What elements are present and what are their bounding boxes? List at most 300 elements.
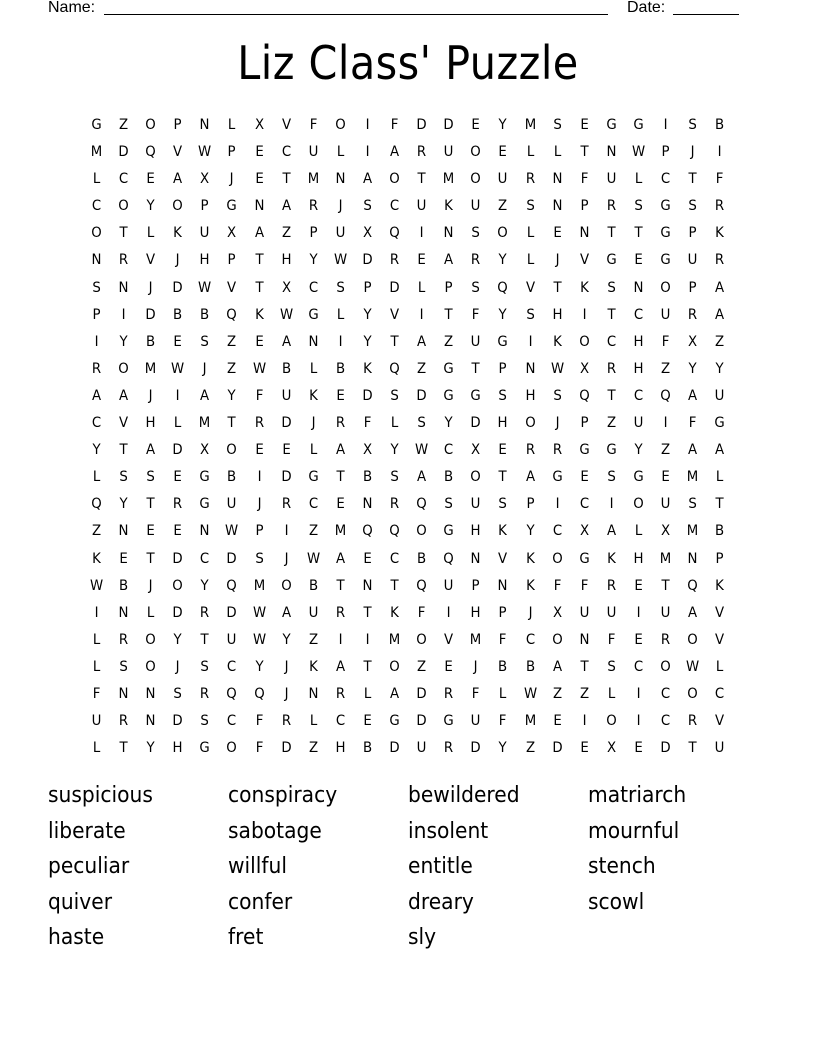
grid-cell[interactable]: A	[200, 387, 210, 404]
grid-cell[interactable]: Z	[552, 685, 562, 702]
grid-cell[interactable]: I	[609, 496, 614, 513]
grid-cell[interactable]: D	[281, 415, 292, 432]
grid-cell[interactable]: S	[390, 469, 399, 486]
grid-cell[interactable]: Y	[363, 306, 372, 323]
grid-cell[interactable]: W	[415, 442, 429, 459]
grid-cell[interactable]: C	[633, 306, 644, 323]
grid-cell[interactable]: R	[606, 198, 616, 215]
grid-cell[interactable]: E	[254, 171, 264, 188]
grid-cell[interactable]: T	[607, 225, 616, 242]
grid-cell[interactable]: T	[119, 442, 128, 459]
grid-cell[interactable]: S	[336, 279, 345, 296]
grid-cell[interactable]: N	[362, 577, 373, 594]
grid-cell[interactable]: D	[226, 604, 238, 621]
grid-cell[interactable]: A	[362, 171, 373, 188]
grid-cell[interactable]: B	[335, 360, 345, 377]
grid-cell[interactable]: F	[499, 713, 507, 730]
grid-cell[interactable]: J	[528, 604, 533, 621]
grid-cell[interactable]: E	[336, 496, 345, 513]
grid-cell[interactable]: B	[119, 577, 129, 594]
grid-cell[interactable]: R	[444, 685, 454, 702]
grid-cell[interactable]: C	[91, 198, 102, 215]
grid-cell[interactable]: O	[633, 496, 644, 513]
grid-cell[interactable]: P	[309, 225, 318, 242]
grid-cell[interactable]: E	[580, 117, 589, 133]
grid-cell[interactable]: E	[634, 740, 643, 757]
grid-cell[interactable]: P	[498, 604, 507, 621]
grid-cell[interactable]: O	[524, 415, 536, 432]
grid-cell[interactable]: P	[580, 415, 589, 432]
grid-cell[interactable]: P	[498, 360, 507, 377]
grid-cell[interactable]: S	[444, 496, 453, 513]
grid-cell[interactable]: Z	[417, 360, 427, 377]
grid-cell[interactable]: F	[390, 117, 399, 133]
grid-cell[interactable]: G	[633, 469, 644, 486]
grid-cell[interactable]: Y	[173, 631, 182, 648]
grid-cell[interactable]: R	[660, 631, 671, 648]
grid-cell[interactable]: I	[636, 685, 641, 702]
grid-cell[interactable]: A	[688, 387, 698, 404]
grid-cell[interactable]: M	[686, 523, 699, 540]
grid-cell[interactable]: I	[446, 604, 451, 621]
grid-cell[interactable]: K	[254, 306, 264, 323]
grid-cell[interactable]: R	[335, 685, 346, 702]
grid-cell[interactable]: N	[606, 144, 617, 161]
grid-cell[interactable]: O	[416, 631, 427, 648]
grid-cell[interactable]: R	[389, 252, 400, 269]
grid-cell[interactable]: S	[607, 279, 616, 296]
grid-cell[interactable]: R	[552, 442, 562, 459]
grid-cell[interactable]: L	[336, 306, 345, 323]
grid-cell[interactable]: P	[255, 523, 264, 540]
grid-cell[interactable]: A	[119, 387, 129, 404]
grid-cell[interactable]: J	[473, 658, 478, 675]
grid-cell[interactable]: O	[578, 333, 590, 350]
grid-cell[interactable]: J	[148, 387, 153, 404]
grid-cell[interactable]: A	[688, 604, 698, 621]
grid-cell[interactable]: W	[198, 279, 212, 296]
grid-cell[interactable]: Q	[389, 225, 400, 242]
grid-cell[interactable]: K	[363, 360, 372, 377]
grid-cell[interactable]: R	[200, 685, 210, 702]
grid-cell[interactable]: K	[390, 604, 399, 621]
grid-cell[interactable]: W	[198, 144, 212, 161]
grid-cell[interactable]: D	[443, 117, 454, 133]
grid-cell[interactable]: W	[550, 360, 564, 377]
grid-cell[interactable]: R	[444, 740, 454, 757]
grid-cell[interactable]: G	[497, 333, 509, 350]
grid-cell[interactable]: H	[470, 604, 481, 621]
grid-cell[interactable]: N	[145, 713, 156, 730]
grid-cell[interactable]: L	[92, 631, 101, 648]
grid-cell[interactable]: E	[281, 442, 291, 459]
grid-cell[interactable]: O	[551, 550, 563, 567]
grid-cell[interactable]: N	[362, 496, 373, 513]
grid-cell[interactable]: O	[118, 360, 129, 377]
grid-cell[interactable]: T	[227, 415, 237, 432]
grid-cell[interactable]: L	[92, 171, 101, 188]
grid-cell[interactable]: D	[362, 387, 373, 404]
grid-cell[interactable]: T	[282, 171, 291, 188]
grid-cell[interactable]: B	[444, 469, 454, 486]
grid-cell[interactable]: I	[636, 713, 641, 730]
grid-cell[interactable]: X	[200, 171, 210, 188]
grid-cell[interactable]: F	[661, 333, 670, 350]
grid-cell[interactable]: W	[686, 658, 700, 675]
grid-cell[interactable]: L	[634, 171, 643, 188]
grid-cell[interactable]: F	[580, 577, 589, 594]
grid-cell[interactable]: C	[660, 171, 671, 188]
grid-cell[interactable]: T	[336, 577, 345, 594]
grid-cell[interactable]: R	[335, 415, 346, 432]
grid-cell[interactable]: H	[145, 415, 156, 432]
grid-cell[interactable]: D	[362, 252, 373, 269]
grid-cell[interactable]: A	[335, 550, 345, 567]
grid-cell[interactable]: O	[687, 685, 698, 702]
grid-cell[interactable]: N	[118, 685, 129, 702]
grid-cell[interactable]: U	[200, 225, 210, 242]
grid-cell[interactable]: M	[199, 415, 211, 432]
grid-cell[interactable]: D	[660, 740, 671, 757]
grid-cell[interactable]: U	[91, 713, 102, 730]
grid-cell[interactable]: F	[715, 171, 724, 188]
grid-cell[interactable]: G	[226, 198, 238, 215]
grid-cell[interactable]: K	[173, 225, 183, 242]
grid-cell[interactable]: M	[144, 360, 157, 377]
grid-cell[interactable]: Q	[389, 523, 400, 540]
grid-cell[interactable]: B	[146, 333, 156, 350]
grid-cell[interactable]: J	[284, 685, 289, 702]
grid-cell[interactable]: Y	[498, 306, 508, 323]
grid-cell[interactable]: M	[334, 523, 347, 540]
grid-cell[interactable]: X	[362, 442, 373, 459]
grid-cell[interactable]: R	[471, 252, 481, 269]
grid-cell[interactable]: B	[362, 740, 373, 757]
grid-cell[interactable]: S	[119, 658, 128, 675]
grid-cell[interactable]: A	[173, 171, 183, 188]
grid-cell[interactable]: H	[633, 550, 644, 567]
grid-cell[interactable]: S	[146, 469, 155, 486]
grid-cell[interactable]: Z	[119, 117, 129, 133]
grid-cell[interactable]: W	[631, 144, 645, 161]
grid-cell[interactable]: W	[252, 604, 266, 621]
grid-cell[interactable]: G	[199, 740, 211, 757]
grid-cell[interactable]: X	[281, 279, 291, 296]
grid-cell[interactable]: G	[714, 415, 725, 432]
grid-cell[interactable]: S	[552, 387, 562, 404]
grid-cell[interactable]: R	[687, 306, 698, 323]
grid-cell[interactable]: L	[147, 604, 155, 621]
grid-cell[interactable]: V	[444, 631, 454, 648]
grid-cell[interactable]: T	[119, 225, 128, 242]
grid-cell[interactable]: L	[336, 144, 345, 161]
grid-cell[interactable]: G	[660, 225, 671, 242]
grid-cell[interactable]: I	[365, 117, 370, 133]
grid-cell[interactable]: G	[389, 713, 400, 730]
grid-cell[interactable]: L	[92, 740, 101, 757]
grid-cell[interactable]: R	[119, 713, 129, 730]
grid-cell[interactable]: A	[91, 387, 102, 404]
grid-cell[interactable]: G	[579, 550, 590, 567]
grid-cell[interactable]: W	[171, 360, 185, 377]
grid-cell[interactable]: D	[172, 442, 183, 459]
grid-cell[interactable]: L	[92, 469, 101, 486]
grid-cell[interactable]: V	[227, 279, 237, 296]
grid-cell[interactable]: V	[281, 117, 291, 133]
grid-cell[interactable]: U	[660, 306, 671, 323]
grid-cell[interactable]: Z	[660, 360, 671, 377]
grid-cell[interactable]: Q	[416, 577, 427, 594]
grid-cell[interactable]: E	[254, 333, 264, 350]
grid-cell[interactable]: T	[661, 577, 670, 594]
grid-cell[interactable]: A	[335, 442, 345, 459]
grid-cell[interactable]: T	[146, 496, 155, 513]
grid-cell[interactable]: L	[417, 279, 426, 296]
grid-cell[interactable]: F	[499, 631, 507, 648]
grid-cell[interactable]: X	[606, 740, 616, 757]
grid-cell[interactable]: R	[525, 442, 535, 459]
grid-cell[interactable]: Z	[525, 740, 535, 757]
grid-cell[interactable]: U	[335, 225, 346, 242]
grid-cell[interactable]: V	[173, 144, 183, 161]
grid-cell[interactable]: U	[308, 604, 319, 621]
grid-cell[interactable]: T	[255, 279, 264, 296]
grid-cell[interactable]: C	[308, 496, 318, 513]
grid-cell[interactable]: L	[309, 360, 318, 377]
grid-cell[interactable]: O	[470, 171, 482, 188]
grid-cell[interactable]: L	[92, 658, 101, 675]
grid-cell[interactable]: U	[443, 577, 454, 594]
grid-cell[interactable]: R	[119, 252, 129, 269]
grid-cell[interactable]: B	[525, 658, 535, 675]
grid-cell[interactable]: I	[663, 117, 668, 133]
grid-cell[interactable]: H	[552, 306, 563, 323]
grid-cell[interactable]: B	[498, 658, 508, 675]
grid-cell[interactable]: K	[308, 658, 318, 675]
grid-cell[interactable]: T	[146, 550, 155, 567]
grid-cell[interactable]: Y	[227, 387, 237, 404]
grid-cell[interactable]: R	[281, 496, 291, 513]
grid-cell[interactable]: E	[661, 469, 670, 486]
grid-cell[interactable]: O	[145, 631, 156, 648]
grid-cell[interactable]: V	[525, 279, 535, 296]
grid-cell[interactable]: M	[443, 171, 455, 188]
grid-cell[interactable]: A	[417, 333, 427, 350]
grid-cell[interactable]: J	[338, 198, 343, 215]
grid-cell[interactable]: M	[470, 631, 482, 648]
grid-cell[interactable]: Z	[417, 658, 427, 675]
grid-cell[interactable]: A	[525, 469, 535, 486]
grid-cell[interactable]: E	[580, 469, 589, 486]
grid-cell[interactable]: U	[606, 171, 617, 188]
grid-cell[interactable]: F	[92, 685, 101, 702]
grid-cell[interactable]: T	[580, 658, 589, 675]
grid-cell[interactable]: Y	[255, 658, 264, 675]
grid-cell[interactable]: E	[471, 117, 481, 133]
grid-cell[interactable]: D	[416, 117, 427, 133]
grid-cell[interactable]: O	[172, 198, 184, 215]
grid-cell[interactable]: O	[226, 740, 238, 757]
grid-cell[interactable]: E	[552, 225, 562, 242]
name-blank-line[interactable]	[104, 14, 608, 15]
grid-cell[interactable]: N	[199, 523, 210, 540]
grid-cell[interactable]: T	[688, 171, 697, 188]
grid-cell[interactable]: C	[227, 713, 237, 730]
grid-cell[interactable]: F	[472, 306, 480, 323]
grid-cell[interactable]: F	[417, 604, 426, 621]
grid-cell[interactable]: W	[252, 631, 266, 648]
grid-cell[interactable]: X	[200, 442, 210, 459]
grid-cell[interactable]: G	[199, 496, 211, 513]
grid-cell[interactable]: F	[688, 415, 697, 432]
grid-cell[interactable]: E	[580, 740, 589, 757]
grid-cell[interactable]: N	[552, 198, 563, 215]
grid-cell[interactable]: Z	[660, 442, 671, 459]
grid-cell[interactable]: E	[173, 469, 183, 486]
grid-cell[interactable]: D	[226, 550, 238, 567]
grid-cell[interactable]: H	[335, 740, 346, 757]
grid-cell[interactable]: P	[227, 144, 237, 161]
grid-cell[interactable]: C	[335, 713, 346, 730]
grid-cell[interactable]: J	[148, 279, 153, 296]
grid-cell[interactable]: P	[363, 279, 372, 296]
grid-cell[interactable]: U	[470, 713, 481, 730]
grid-cell[interactable]: E	[173, 523, 183, 540]
grid-cell[interactable]: N	[308, 685, 319, 702]
grid-cell[interactable]: A	[715, 279, 725, 296]
grid-cell[interactable]: T	[200, 631, 209, 648]
grid-cell[interactable]: P	[173, 117, 182, 133]
grid-cell[interactable]: J	[202, 360, 207, 377]
grid-cell[interactable]: R	[200, 604, 210, 621]
grid-cell[interactable]: O	[470, 144, 482, 161]
grid-cell[interactable]: G	[606, 117, 617, 133]
grid-cell[interactable]: S	[363, 198, 372, 215]
grid-cell[interactable]: P	[526, 496, 535, 513]
grid-cell[interactable]: L	[634, 523, 643, 540]
grid-cell[interactable]: N	[91, 252, 102, 269]
grid-cell[interactable]: C	[579, 496, 589, 513]
grid-cell[interactable]: Y	[282, 631, 291, 648]
grid-cell[interactable]: Y	[309, 252, 318, 269]
grid-cell[interactable]: D	[389, 740, 400, 757]
grid-cell[interactable]: U	[498, 171, 508, 188]
grid-cell[interactable]: T	[390, 577, 399, 594]
grid-cell[interactable]: B	[173, 306, 183, 323]
grid-cell[interactable]: R	[606, 360, 616, 377]
grid-cell[interactable]: D	[470, 415, 481, 432]
grid-cell[interactable]: F	[255, 387, 263, 404]
grid-cell[interactable]: E	[146, 523, 155, 540]
grid-cell[interactable]: U	[606, 604, 617, 621]
grid-cell[interactable]: A	[606, 523, 616, 540]
grid-cell[interactable]: K	[552, 333, 562, 350]
grid-cell[interactable]: V	[715, 713, 725, 730]
grid-cell[interactable]: V	[579, 252, 589, 269]
grid-cell[interactable]: E	[444, 658, 453, 675]
grid-cell[interactable]: O	[687, 631, 698, 648]
grid-cell[interactable]: T	[417, 171, 426, 188]
grid-cell[interactable]: S	[173, 685, 183, 702]
grid-cell[interactable]: B	[200, 306, 210, 323]
grid-cell[interactable]: I	[636, 604, 641, 621]
grid-cell[interactable]: A	[390, 144, 400, 161]
grid-cell[interactable]: K	[92, 550, 101, 567]
grid-cell[interactable]: O	[416, 523, 427, 540]
grid-cell[interactable]: U	[470, 496, 481, 513]
grid-cell[interactable]: N	[525, 360, 536, 377]
grid-cell[interactable]: L	[526, 252, 534, 269]
grid-cell[interactable]: X	[688, 333, 698, 350]
grid-cell[interactable]: A	[715, 442, 725, 459]
grid-cell[interactable]: B	[227, 469, 237, 486]
grid-cell[interactable]: O	[145, 658, 156, 675]
grid-cell[interactable]: I	[717, 144, 722, 161]
grid-cell[interactable]: F	[553, 577, 561, 594]
grid-cell[interactable]: Z	[308, 631, 318, 648]
grid-cell[interactable]: P	[92, 306, 101, 323]
grid-cell[interactable]: W	[225, 523, 239, 540]
grid-cell[interactable]: J	[555, 252, 560, 269]
grid-cell[interactable]: C	[633, 387, 644, 404]
grid-cell[interactable]: S	[607, 469, 616, 486]
grid-cell[interactable]: E	[146, 171, 155, 188]
grid-cell[interactable]: C	[633, 658, 644, 675]
grid-cell[interactable]: Z	[227, 360, 237, 377]
grid-cell[interactable]: O	[226, 442, 238, 459]
grid-cell[interactable]: C	[715, 685, 725, 702]
grid-cell[interactable]: D	[172, 550, 183, 567]
grid-cell[interactable]: D	[416, 387, 427, 404]
grid-cell[interactable]: F	[309, 117, 318, 133]
grid-cell[interactable]: Z	[715, 333, 725, 350]
grid-cell[interactable]: G	[579, 442, 590, 459]
grid-cell[interactable]: E	[363, 550, 372, 567]
grid-cell[interactable]: U	[227, 631, 237, 648]
grid-cell[interactable]: K	[498, 523, 508, 540]
grid-cell[interactable]: M	[388, 631, 401, 648]
grid-cell[interactable]: Y	[688, 360, 697, 377]
grid-cell[interactable]: E	[552, 713, 562, 730]
grid-cell[interactable]: S	[390, 387, 399, 404]
grid-cell[interactable]: C	[227, 658, 237, 675]
grid-cell[interactable]: I	[338, 631, 343, 648]
grid-cell[interactable]: N	[497, 577, 508, 594]
grid-cell[interactable]: I	[365, 631, 370, 648]
grid-cell[interactable]: Y	[200, 577, 209, 594]
grid-cell[interactable]: I	[338, 333, 343, 350]
grid-cell[interactable]: Z	[579, 685, 589, 702]
grid-cell[interactable]: R	[687, 713, 698, 730]
grid-cell[interactable]: A	[281, 333, 291, 350]
grid-cell[interactable]: O	[91, 225, 102, 242]
grid-cell[interactable]: G	[660, 252, 671, 269]
grid-cell[interactable]: A	[552, 658, 562, 675]
grid-cell[interactable]: B	[715, 117, 725, 133]
grid-cell[interactable]: U	[227, 496, 237, 513]
grid-cell[interactable]: Q	[389, 360, 400, 377]
grid-cell[interactable]: I	[257, 469, 262, 486]
grid-cell[interactable]: A	[715, 306, 725, 323]
grid-cell[interactable]: L	[309, 442, 318, 459]
grid-cell[interactable]: I	[94, 604, 99, 621]
grid-cell[interactable]: E	[254, 442, 264, 459]
grid-cell[interactable]: X	[579, 523, 589, 540]
grid-cell[interactable]: B	[715, 523, 725, 540]
grid-cell[interactable]: O	[335, 117, 346, 133]
grid-cell[interactable]: C	[281, 144, 291, 161]
grid-cell[interactable]: J	[257, 496, 262, 513]
